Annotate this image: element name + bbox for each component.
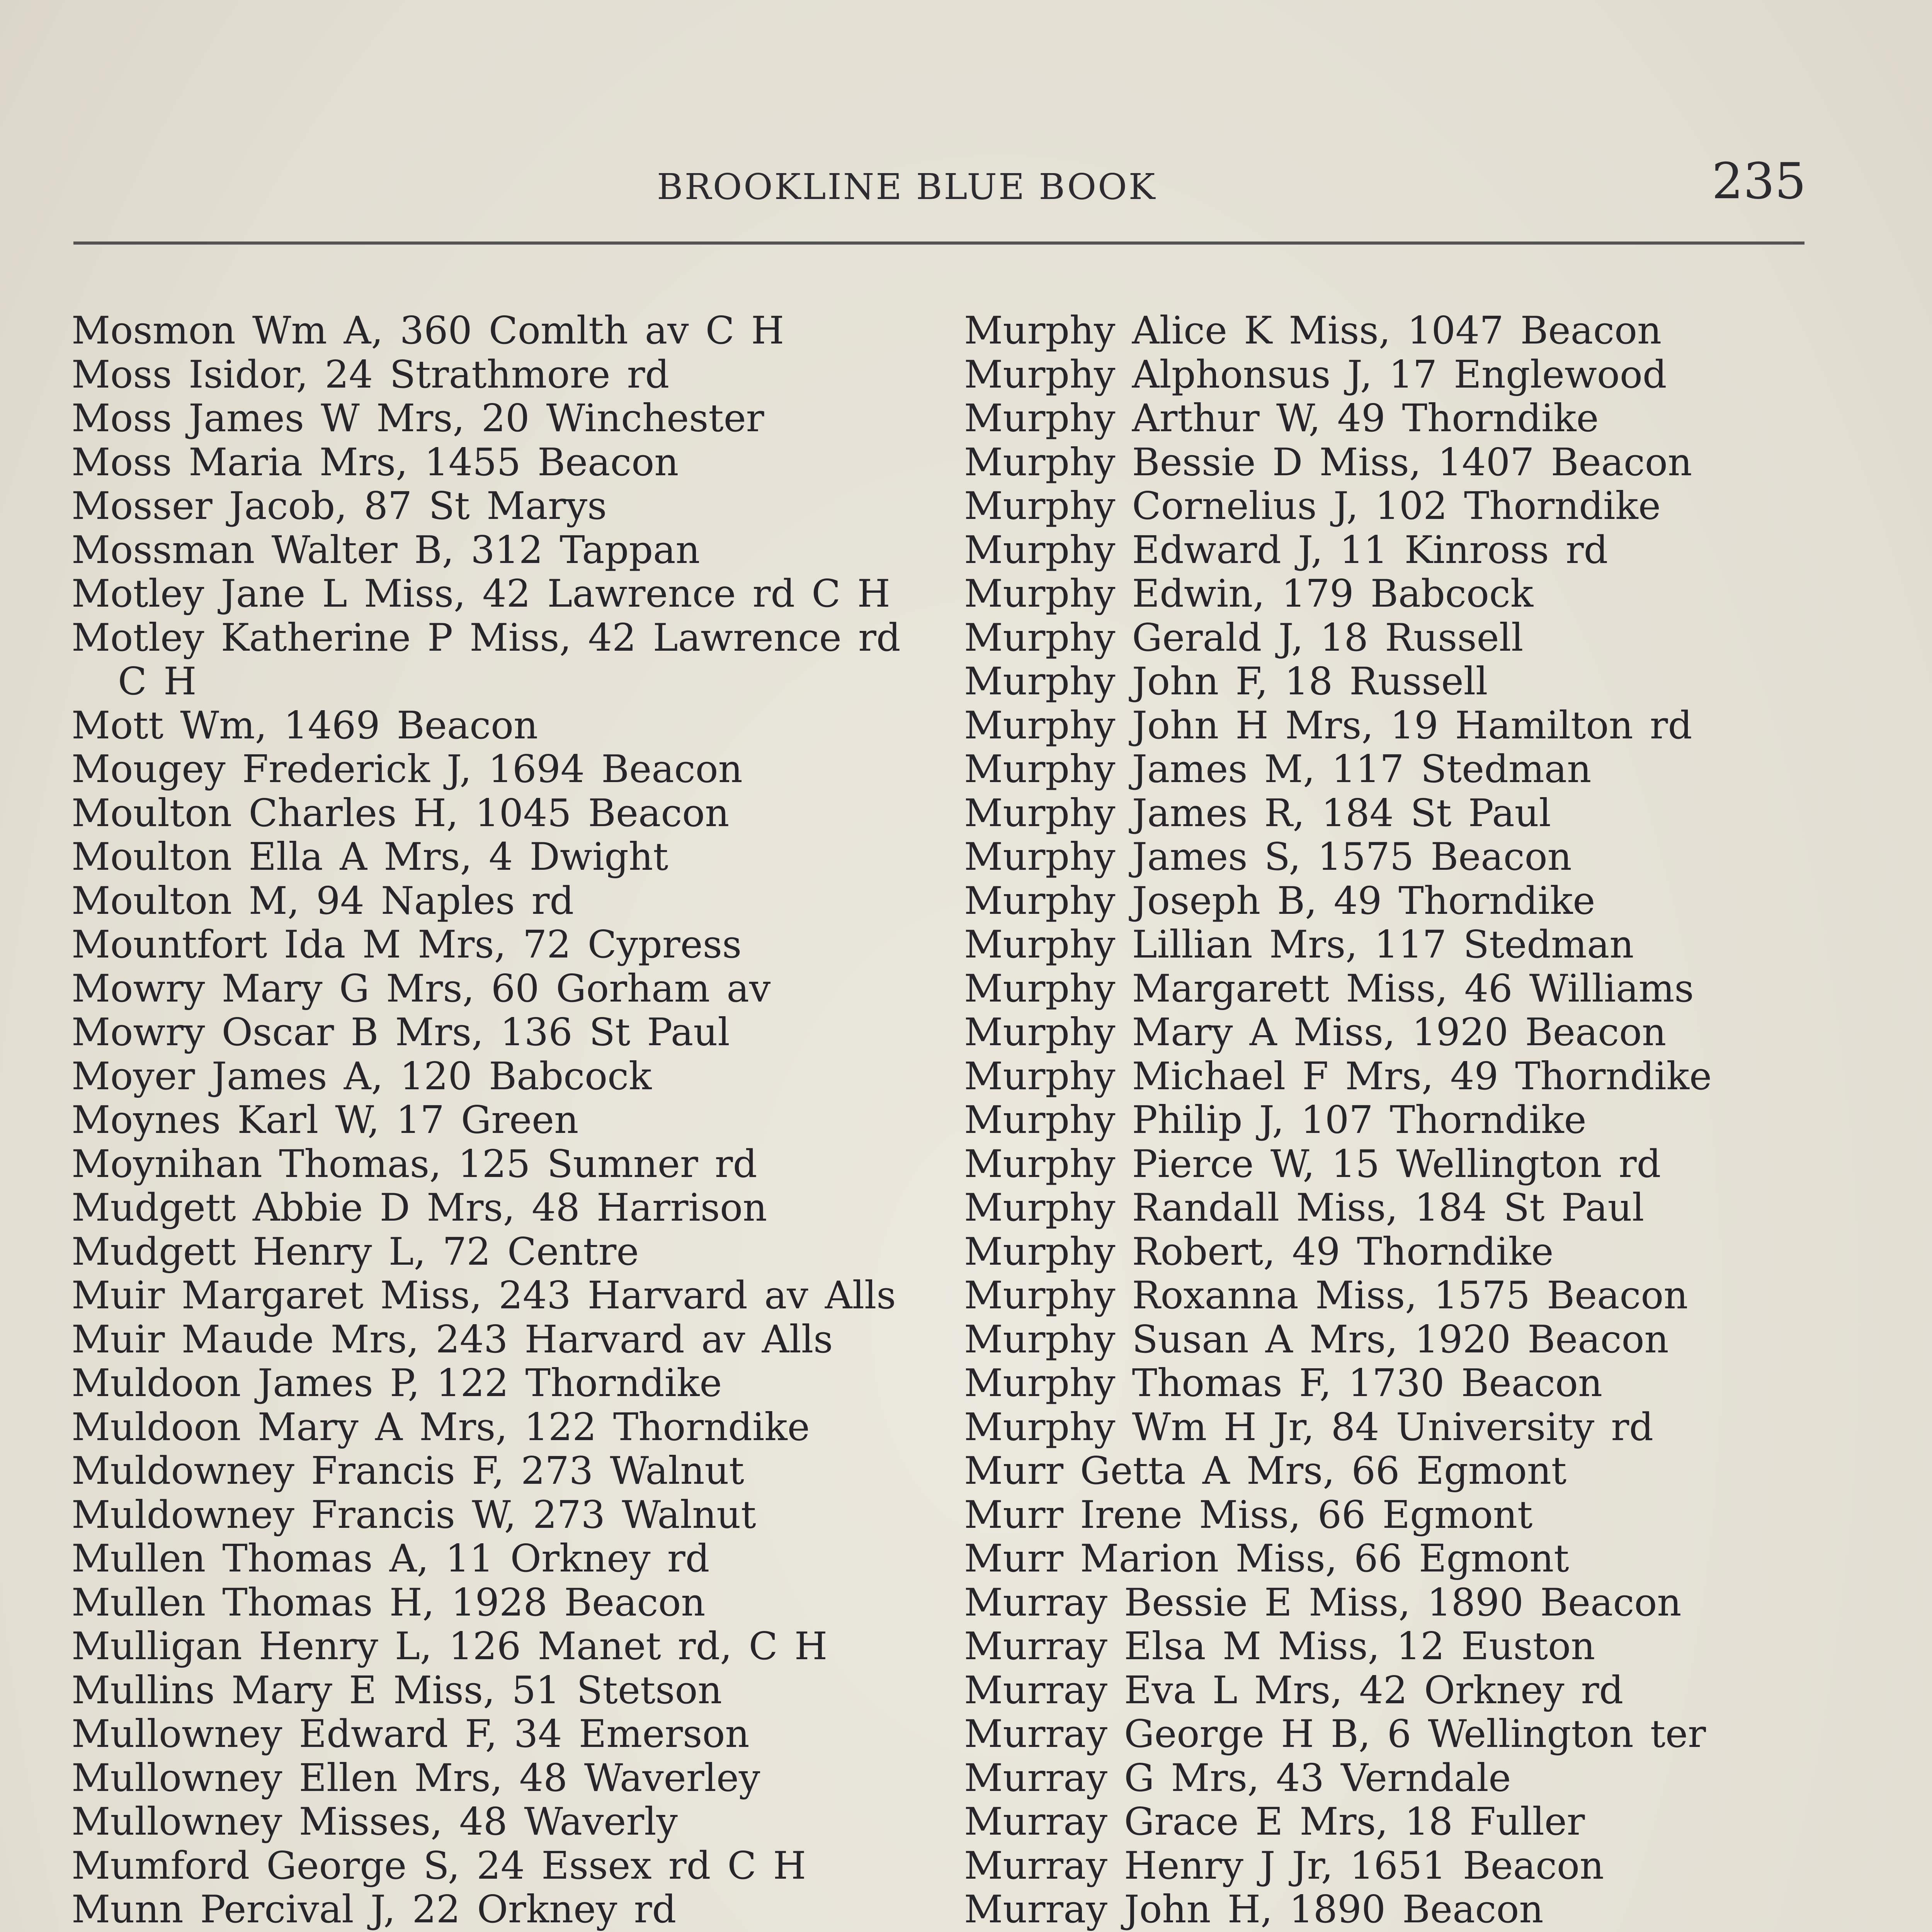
directory-entry: Murphy Michael F Mrs, 49 Thorndike [964,1054,1712,1099]
directory-entry: Mowry Mary G Mrs, 60 Gorham av [71,966,771,1011]
directory-entry: Mullowney Ellen Mrs, 48 Waverley [71,1756,760,1800]
directory-entry: Moulton M, 94 Naples rd [71,879,574,923]
directory-entry: Mulligan Henry L, 126 Manet rd, C H [71,1624,828,1668]
directory-entry: Moynihan Thomas, 125 Sumner rd [71,1142,757,1186]
directory-entry: Mullowney Misses, 48 Waverly [71,1800,678,1844]
directory-entry: Murphy Margarett Miss, 46 Williams [964,966,1694,1011]
directory-entry: Murphy John H Mrs, 19 Hamilton rd [964,703,1692,748]
directory-entry: Murphy Susan A Mrs, 1920 Beacon [964,1317,1669,1362]
directory-entry: Mountfort Ida M Mrs, 72 Cypress [71,923,742,967]
directory-entry: Muldowney Francis F, 273 Walnut [71,1449,744,1493]
directory-entry: Murphy Bessie D Miss, 1407 Beacon [964,440,1692,485]
directory-entry: Murphy Thomas F, 1730 Beacon [964,1361,1602,1405]
directory-entry: Murphy Arthur W, 49 Thorndike [964,396,1599,440]
directory-entry: Mossman Walter B, 312 Tappan [71,528,700,572]
directory-entry: Mullen Thomas A, 11 Orkney rd [71,1537,710,1581]
directory-entry: Murray G Mrs, 43 Verndale [964,1756,1511,1800]
directory-entry: Murphy Cornelius J, 102 Thorndike [964,484,1661,528]
directory-entry: Murr Irene Miss, 66 Egmont [964,1493,1533,1537]
directory-entry: Mudgett Abbie D Mrs, 48 Harrison [71,1186,767,1230]
directory-entry: Murphy Philip J, 107 Thorndike [964,1098,1587,1142]
directory-entry: Murphy Edwin, 179 Babcock [964,572,1534,616]
directory-entry: Murphy Wm H Jr, 84 University rd [964,1405,1653,1449]
directory-entry: Murphy Robert, 49 Thorndike [964,1230,1554,1274]
directory-entry: Mullowney Edward F, 34 Emerson [71,1712,750,1756]
directory-entry: Murphy Joseph B, 49 Thorndike [964,879,1595,923]
directory-entry: Mullins Mary E Miss, 51 Stetson [71,1668,722,1713]
directory-entry: Murphy James S, 1575 Beacon [964,835,1572,879]
directory-entry: Mosmon Wm A, 360 Comlth av C H [71,309,784,353]
directory-entry: Murr Marion Miss, 66 Egmont [964,1537,1569,1581]
directory-entry: Muir Margaret Miss, 243 Harvard av Alls [71,1274,896,1318]
directory-entry: Moss Isidor, 24 Strathmore rd [71,352,670,397]
right-column [964,309,1814,1932]
directory-entry: Murphy Roxanna Miss, 1575 Beacon [964,1274,1688,1318]
directory-entry: Motley Katherine P Miss, 42 Lawrence rd C H [71,616,901,704]
directory-entry: Mudgett Henry L, 72 Centre [71,1230,639,1274]
directory-entry: Murray Henry J Jr, 1651 Beacon [964,1844,1604,1888]
directory-entry: Mullen Thomas H, 1928 Beacon [71,1580,706,1625]
directory-entry: Moulton Charles H, 1045 Beacon [71,791,730,835]
page-number: 235 [1712,153,1806,210]
left-column [71,309,922,1932]
directory-entry: Muldoon James P, 122 Thorndike [71,1361,722,1405]
directory-entry: Motley Jane L Miss, 42 Lawrence rd C H [71,572,890,616]
directory-entry: Murphy Lillian Mrs, 117 Stedman [964,923,1634,967]
directory-entry: Moyer James A, 120 Babcock [71,1054,652,1099]
directory-entry: Murphy Mary A Miss, 1920 Beacon [964,1010,1667,1054]
directory-entry: Murphy Gerald J, 18 Russell [964,616,1524,660]
header-rule [73,242,1804,245]
directory-entry: Murray George H B, 6 Wellington ter [964,1712,1706,1756]
directory-entry: Munn Percival J, 22 Orkney rd [71,1888,677,1932]
running-head: BROOKLINE BLUE BOOK [657,166,1157,207]
directory-entry: Murphy Randall Miss, 184 St Paul [964,1186,1645,1230]
directory-entry: Murphy John F, 18 Russell [964,660,1488,704]
directory-entry: Murray Elsa M Miss, 12 Euston [964,1624,1595,1668]
directory-entry: Murray Eva L Mrs, 42 Orkney rd [964,1668,1624,1713]
directory-entry: Muir Maude Mrs, 243 Harvard av Alls [71,1317,833,1362]
directory-entry: Mowry Oscar B Mrs, 136 St Paul [71,1010,730,1054]
directory-entry: Murphy James M, 117 Stedman [964,747,1592,791]
directory-entry: Murphy Pierce W, 15 Wellington rd [964,1142,1661,1186]
directory-entry: Murphy Edward J, 11 Kinross rd [964,528,1608,572]
directory-entry: Muldoon Mary A Mrs, 122 Thorndike [71,1405,810,1449]
directory-entry: Moynes Karl W, 17 Green [71,1098,579,1142]
directory-entry: Muldowney Francis W, 273 Walnut [71,1493,756,1537]
directory-entry: Mumford George S, 24 Essex rd C H [71,1844,806,1888]
directory-entry: Moulton Ella A Mrs, 4 Dwight [71,835,668,879]
directory-entry: Murray Grace E Mrs, 18 Fuller [964,1800,1585,1844]
directory-entry: Moss Maria Mrs, 1455 Beacon [71,440,679,485]
directory-entry: Murphy Alphonsus J, 17 Englewood [964,352,1667,397]
directory-entry: Murphy Alice K Miss, 1047 Beacon [964,309,1662,353]
directory-entry: Mougey Frederick J, 1694 Beacon [71,747,743,791]
directory-entry: Murray John H, 1890 Beacon [964,1888,1544,1932]
directory-entry: Murray Bessie E Miss, 1890 Beacon [964,1580,1682,1625]
directory-entry: Murphy James R, 184 St Paul [964,791,1551,835]
directory-entry: Murr Getta A Mrs, 66 Egmont [964,1449,1567,1493]
directory-entry: Moss James W Mrs, 20 Winchester [71,396,764,440]
directory-entry: Mosser Jacob, 87 St Marys [71,484,607,528]
directory-entry: Mott Wm, 1469 Beacon [71,703,538,748]
